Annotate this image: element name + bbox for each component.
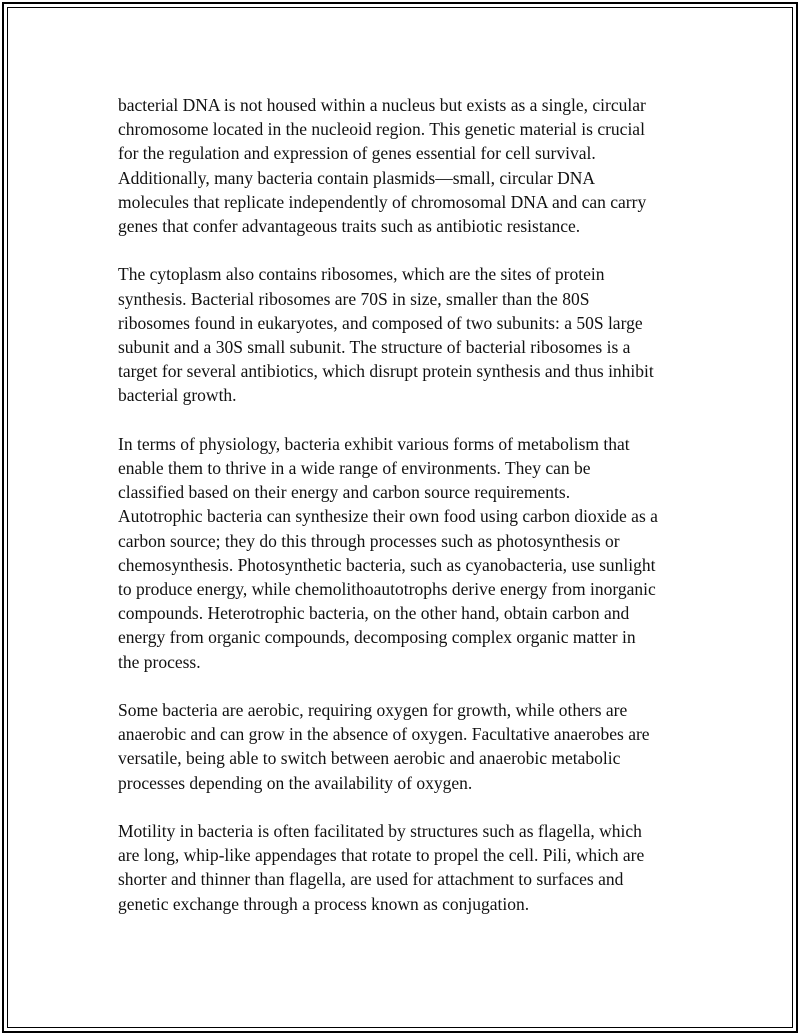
paragraph-motility: Motility in bacteria is often facilitated by structures such as flagella, which are long, whip-like appendages that rotate to propel the cell. Pili, which are shorter and thinner than flagella, are used for attachment to surfaces and genetic exchange through a process known as conjugation. <box>118 821 645 914</box>
paragraph-physiology-metabolism: In terms of physiology, bacteria exhibit various forms of metabolism that enable them to thrive in a wide range of environments. They can be classified based on their energy and carbon source requirements. Autotrophic bacteria can synthesize their own food using carbon dioxide as a carbon source; they do this through processes such as photosynthesis or chemosynthesis. Photosynthetic bacteria, such as cyanobacteria, use sunlight to produce energy, while chemolithoautotrophs derive energy from inorganic compounds. Heterotrophic bacteria, on the other hand, obtain carbon and energy from organic compounds, decomposing complex organic matter in the process. <box>118 433 658 672</box>
paragraph-bacterial-dna: bacterial DNA is not housed within a nucleus but exists as a single, circular chromosome located in the nucleoid region. This genetic material is crucial for the regulation and expression of genes essential for cell survival. Additionally, many bacteria contain plasmids—small, circular DNA molecules that replicate independently of chromosomal DNA and can carry genes that confer advantageous traits such as antibiotic resistance. <box>118 95 647 237</box>
paragraph-aerobic-anaerobic: Some bacteria are aerobic, requiring oxygen for growth, while others are anaerobic and can grow in the absence of oxygen. Facultative anaerobes are versatile, being able to switch between aerobic and anaerobic metabolic processes depending on the availability of oxygen. <box>118 700 650 793</box>
paragraph-ribosomes: The cytoplasm also contains ribosomes, which are the sites of protein synthesis. Bacterial ribosomes are 70S in size, smaller than the 80S ribosomes found in eukaryotes, and composed of two subunits: a 50S large subunit and a 30S small subunit. The structure of bacterial ribosomes is a target for several antibiotics, which disrupt protein synthesis and thus inhibit bacterial growth. <box>118 264 654 406</box>
document-body <box>118 93 698 916</box>
